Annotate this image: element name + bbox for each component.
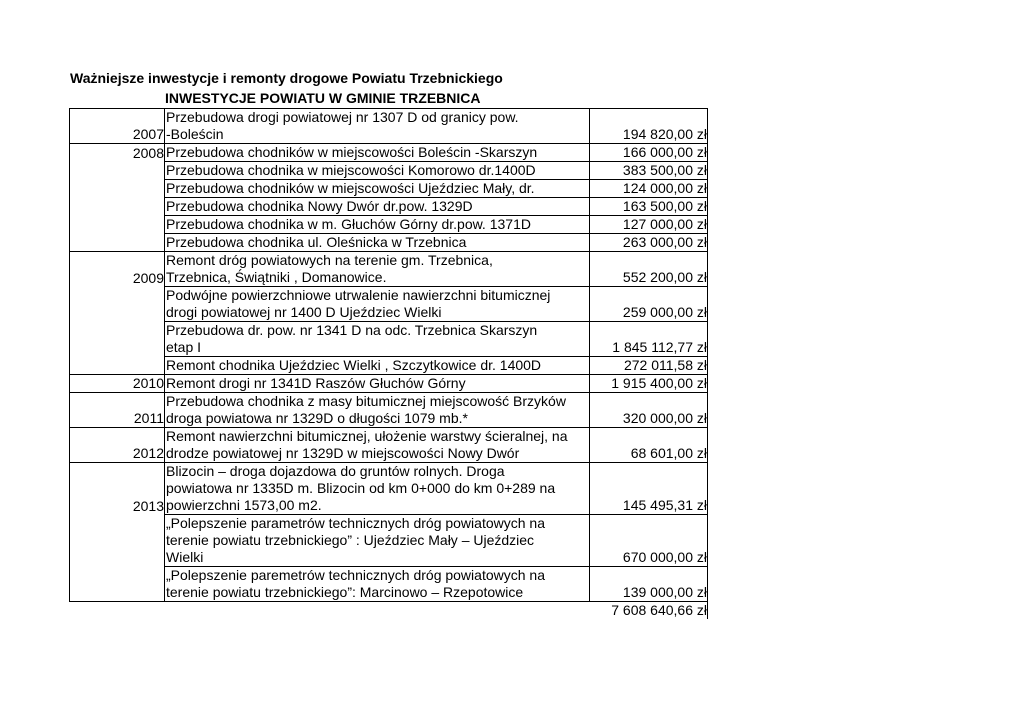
table-section-title: INWESTYCJE POWIATU W GMINIE TRZEBNICA (165, 90, 481, 106)
amount-cell: 68 601,00 zł (590, 428, 708, 463)
description-line: Przebudowa chodnika w miejscowości Komorowo dr.1400D (166, 162, 536, 178)
description-line: Trzebnica, Świątniki , Domanowice. (166, 269, 387, 285)
table-row (70, 567, 708, 602)
year-cell: 2007 (70, 109, 165, 144)
amount-cell: 163 500,00 zł (590, 198, 708, 216)
amount-cell: 1 845 112,77 zł (590, 322, 708, 357)
description-line: Przebudowa chodnika Nowy Dwór dr.pow. 1329D (166, 198, 473, 214)
description-line: „Polepszenie paremetrów technicznych dróg powiatowych na (166, 567, 545, 583)
table-row (70, 198, 708, 216)
amount-cell: 320 000,00 zł (590, 393, 708, 428)
total-row (70, 602, 708, 620)
description-line: Remont drogi nr 1341D Raszów Głuchów Górny (166, 375, 466, 391)
empty-cell (70, 602, 165, 620)
description-line: Remont dróg powiatowych na terenie gm. Trzebnica, (166, 252, 493, 268)
investments-table (69, 108, 708, 619)
description-cell (165, 109, 590, 144)
year-cell (70, 180, 165, 198)
description-line: Remont nawierzchni bitumicznej, ułożenie warstwy ścieralnej, na (166, 428, 568, 444)
year-cell: 2009 (70, 252, 165, 287)
description-line: terenie powiatu trzebnickiego” : Ujeździec Mały – Ujeździec (166, 532, 535, 548)
description-cell (165, 234, 590, 252)
document-title: Ważniejsze inwestycje i remonty drogowe Powiatu Trzebnickiego (70, 70, 503, 86)
table-row (70, 515, 708, 567)
description-cell (165, 428, 590, 463)
description-line: -Boleścin (166, 126, 224, 142)
year-cell: 2011 (70, 393, 165, 428)
table-row (70, 393, 708, 428)
description-line: Przebudowa chodników w miejscowości Boleścin -Skarszyn (166, 144, 538, 160)
amount-cell: 670 000,00 zł (590, 515, 708, 567)
year-cell: 2010 (70, 375, 165, 393)
description-line: drogi powiatowej nr 1400 D Ujeździec Wielki (166, 304, 442, 320)
amount-cell: 272 011,58 zł (590, 357, 708, 375)
description-line: etap I (166, 339, 202, 355)
description-line: drodze powiatowej nr 1329D w miejscowości Nowy Dwór (166, 445, 520, 461)
description-cell (165, 393, 590, 428)
description-line: Przebudowa chodnika z masy bitumicznej miejscowość Brzyków (166, 393, 566, 409)
amount-cell: 259 000,00 zł (590, 287, 708, 322)
description-line: powiatowa nr 1335D m. Blizocin od km 0+000 do km 0+289 na (166, 480, 556, 496)
table-row (70, 216, 708, 234)
amount-cell: 552 200,00 zł (590, 252, 708, 287)
description-line: Wielki (166, 549, 204, 565)
year-cell (70, 357, 165, 375)
table-row (70, 234, 708, 252)
year-cell (70, 567, 165, 602)
year-cell (70, 198, 165, 216)
description-cell (165, 198, 590, 216)
table-row (70, 375, 708, 393)
description-line: Przebudowa chodnika w m. Głuchów Górny dr.pow. 1371D (166, 216, 531, 232)
description-line: Przebudowa drogi powiatowej nr 1307 D od granicy pow. (166, 109, 519, 125)
year-cell (70, 287, 165, 322)
description-line: „Polepszenie parametrów technicznych dróg powiatowych na (166, 515, 545, 531)
description-line: Blizocin – droga dojazdowa do gruntów rolnych. Droga (166, 463, 505, 479)
description-cell (165, 180, 590, 198)
description-cell (165, 252, 590, 287)
amount-cell: 127 000,00 zł (590, 216, 708, 234)
description-cell (165, 375, 590, 393)
table-row (70, 109, 708, 144)
description-line: Podwójne powierzchniowe utrwalenie nawierzchni bitumicznej (166, 287, 551, 303)
amount-cell: 194 820,00 zł (590, 109, 708, 144)
year-cell: 2008 (70, 144, 165, 162)
table-row (70, 357, 708, 375)
description-cell (165, 463, 590, 515)
amount-cell: 1 915 400,00 zł (590, 375, 708, 393)
description-cell (165, 322, 590, 357)
description-cell (165, 162, 590, 180)
amount-cell: 139 000,00 zł (590, 567, 708, 602)
table-row (70, 252, 708, 287)
description-line: Przebudowa dr. pow. nr 1341 D na odc. Trzebnica Skarszyn (166, 322, 538, 338)
year-cell (70, 234, 165, 252)
description-line: powierzchni 1573,00 m2. (166, 497, 322, 513)
table-row (70, 287, 708, 322)
empty-cell (165, 602, 590, 620)
amount-cell: 166 000,00 zł (590, 144, 708, 162)
table-row (70, 322, 708, 357)
description-cell (165, 515, 590, 567)
amount-cell: 124 000,00 zł (590, 180, 708, 198)
year-cell (70, 515, 165, 567)
description-line: Remont chodnika Ujeździec Wielki , Szczytkowice dr. 1400D (166, 357, 542, 373)
description-cell (165, 216, 590, 234)
description-line: droga powiatowa nr 1329D o długości 1079 mb.* (166, 410, 468, 426)
year-cell (70, 216, 165, 234)
description-line: Przebudowa chodników w miejscowości Ujeździec Mały, dr. (166, 180, 535, 196)
amount-cell: 383 500,00 zł (590, 162, 708, 180)
table-row (70, 162, 708, 180)
table-row (70, 428, 708, 463)
description-cell (165, 567, 590, 602)
description-line: terenie powiatu trzebnickiego”: Marcinowo – Rzepotowice (166, 584, 524, 600)
description-cell (165, 357, 590, 375)
table-row (70, 144, 708, 162)
year-cell (70, 322, 165, 357)
amount-cell: 263 000,00 zł (590, 234, 708, 252)
description-cell (165, 144, 590, 162)
year-cell (70, 162, 165, 180)
description-line: Przebudowa chodnika ul. Oleśnicka w Trzebnica (166, 234, 467, 250)
table-row (70, 180, 708, 198)
total-amount: 7 608 640,66 zł (590, 602, 708, 620)
description-cell (165, 287, 590, 322)
table-row (70, 463, 708, 515)
year-cell: 2012 (70, 428, 165, 463)
year-cell: 2013 (70, 463, 165, 515)
amount-cell: 145 495,31 zł (590, 463, 708, 515)
